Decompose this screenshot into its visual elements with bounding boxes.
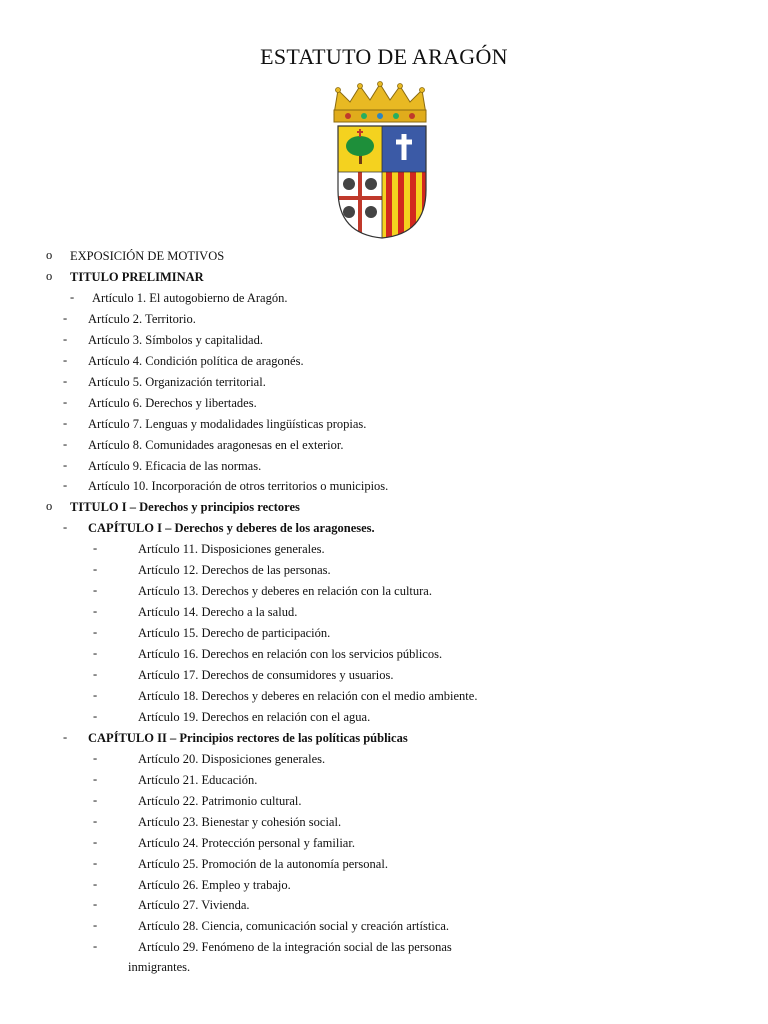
toc-item: Artículo 2. Territorio. (88, 311, 196, 326)
toc-item: Artículo 23. Bienestar y cohesión social. (138, 814, 342, 829)
coat-of-arms-icon (328, 80, 432, 240)
bullet-dash-icon: - (93, 667, 98, 681)
bullet-dash-icon: - (63, 478, 68, 493)
bullet-dash-icon: - (93, 834, 98, 849)
toc-item: Artículo 5. Organización territorial. (88, 374, 266, 389)
toc-item: Artículo 19. Derechos en relación con el agua. (138, 709, 371, 724)
bullet-dash-icon: - (93, 771, 98, 786)
bullet-dash-icon: - (70, 289, 75, 304)
toc-item: Artículo 18. Derechos y deberes en relación con el medio ambiente. (138, 688, 478, 703)
bullet-dash-icon: - (93, 541, 98, 556)
crown-icon (334, 82, 426, 123)
toc-heading: TITULO PRELIMINAR (70, 269, 204, 284)
toc-item: Artículo 15. Derecho de participación. (138, 626, 331, 641)
bullet-dash-icon: - (93, 939, 98, 954)
bullet-circle-icon: o (46, 268, 53, 283)
document-title: ESTATUTO DE ARAGÓN (260, 44, 508, 69)
toc-item: Artículo 27. Vivienda. (138, 898, 250, 913)
bullet-dash-icon: - (93, 604, 98, 619)
toc-item: Artículo 24. Protección personal y familiar. (138, 835, 355, 850)
bullet-dash-icon: - (63, 394, 68, 409)
toc-item-continuation: inmigrantes. (128, 960, 191, 975)
bullet-dash-icon: - (93, 708, 98, 723)
bullet-dash-icon: - (63, 436, 68, 451)
bullet-dash-icon: - (63, 520, 68, 535)
bullet-dash-icon: - (63, 373, 68, 388)
bullet-dash-icon: - (93, 562, 98, 577)
toc-item: Artículo 22. Patrimonio cultural. (138, 793, 302, 808)
toc-item: Artículo 3. Símbolos y capitalidad. (88, 332, 263, 347)
toc-item: Artículo 21. Educación. (138, 772, 258, 787)
toc-item: Artículo 7. Lenguas y modalidades lingüísticas propias. (88, 416, 367, 431)
toc-item: Artículo 6. Derechos y libertades. (88, 395, 257, 410)
bullet-dash-icon: - (93, 687, 98, 702)
toc-item: Artículo 26. Empleo y trabajo. (138, 877, 291, 892)
toc-item: Artículo 12. Derechos de las personas. (138, 563, 331, 578)
toc-item: Artículo 17. Derechos de consumidores y usuarios. (138, 668, 394, 682)
bullet-dash-icon: - (93, 855, 98, 870)
bullet-dash-icon: - (93, 625, 98, 640)
toc-item: Artículo 16. Derechos en relación con los servicios públicos. (138, 647, 443, 662)
bullet-dash-icon: - (93, 918, 98, 933)
toc-item: Artículo 9. Eficacia de las normas. (88, 458, 262, 473)
bullet-dash-icon: - (93, 813, 98, 828)
toc-item: Artículo 25. Promoción de la autonomía personal. (138, 856, 388, 871)
bullet-dash-icon: - (93, 750, 98, 765)
toc-item: Artículo 1. El autogobierno de Aragón. (92, 290, 288, 305)
toc-item: Artículo 11. Disposiciones generales. (138, 542, 325, 557)
bullet-dash-icon: - (63, 310, 68, 325)
toc-item: Artículo 28. Ciencia, comunicación social y creación artística. (138, 919, 449, 934)
bullet-dash-icon: - (93, 646, 98, 661)
toc-heading: CAPÍTULO II – Principios rectores de las políticas públicas (88, 730, 408, 745)
toc-heading: TITULO I – Derechos y principios rectores (70, 500, 300, 515)
bullet-circle-icon: o (46, 499, 53, 514)
bullet-dash-icon: - (63, 331, 68, 346)
bullet-dash-icon: - (63, 729, 68, 744)
toc-item: Artículo 14. Derecho a la salud. (138, 605, 298, 620)
bullet-circle-icon: o (46, 248, 53, 262)
toc-item: Artículo 29. Fenómeno de la integración social de las personas (138, 940, 452, 955)
toc-item: Artículo 8. Comunidades aragonesas en el exterior. (88, 437, 344, 452)
bullet-dash-icon: - (63, 457, 68, 472)
bullet-dash-icon: - (93, 897, 98, 912)
toc-item: Artículo 10. Incorporación de otros territorios o municipios. (88, 479, 389, 494)
toc-item: Artículo 13. Derechos y deberes en relación con la cultura. (138, 584, 432, 599)
bullet-dash-icon: - (63, 415, 68, 430)
toc-item: EXPOSICIÓN DE MOTIVOS (70, 249, 225, 263)
bullet-dash-icon: - (63, 352, 68, 367)
toc-item: Artículo 20. Disposiciones generales. (138, 751, 326, 766)
toc-heading: CAPÍTULO I – Derechos y deberes de los aragoneses. (88, 521, 375, 536)
bullet-dash-icon: - (93, 583, 98, 598)
bullet-dash-icon: - (93, 792, 98, 807)
toc-item: Artículo 4. Condición política de aragonés. (88, 353, 304, 368)
bullet-dash-icon: - (93, 876, 98, 891)
